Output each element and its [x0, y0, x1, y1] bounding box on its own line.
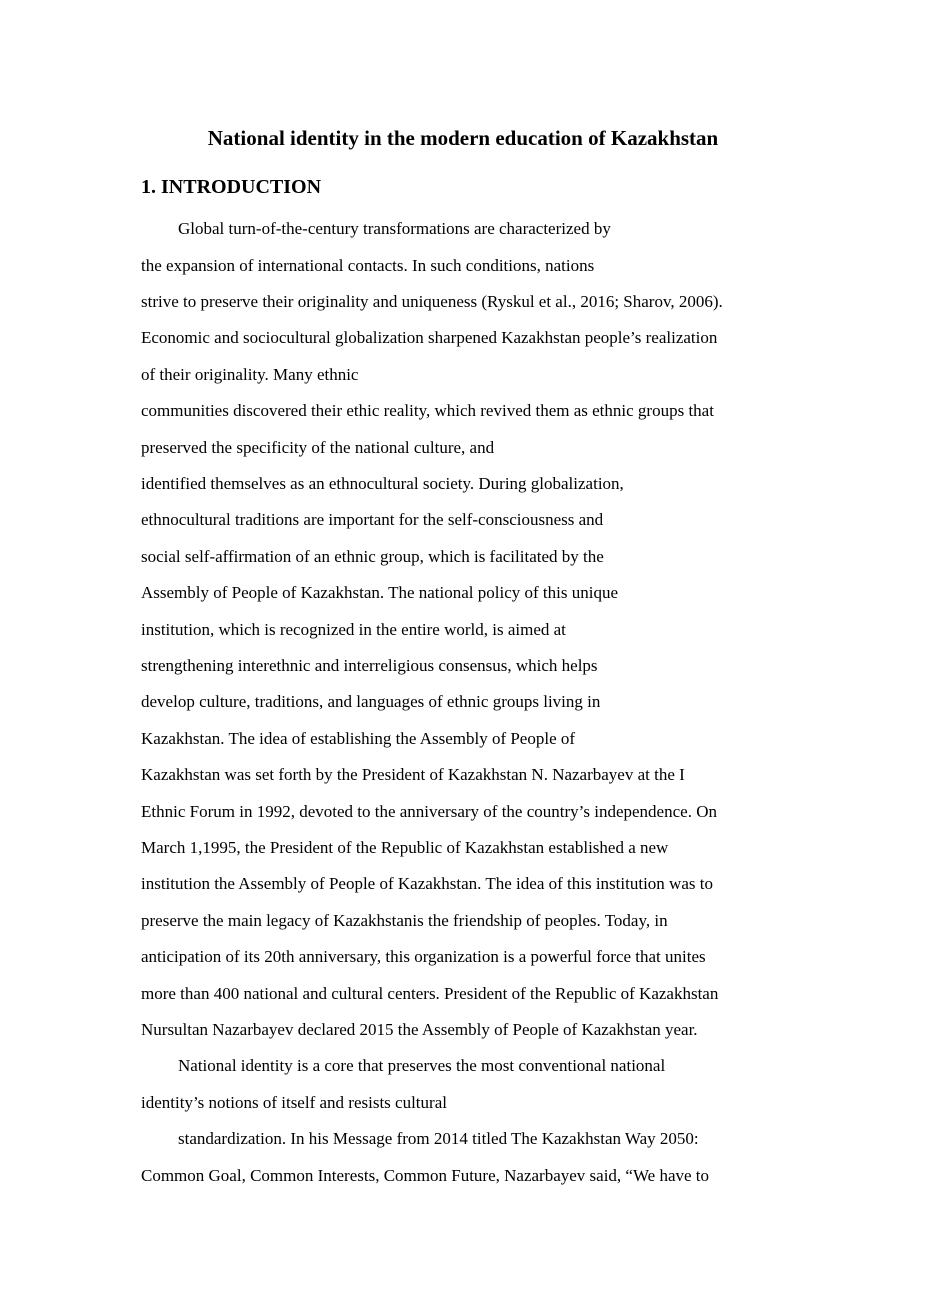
- text-line: institution the Assembly of People of Kazakhstan. The idea of this institution was to: [141, 874, 713, 893]
- text-line: identity’s notions of itself and resists cultural: [141, 1093, 447, 1112]
- text-line: Ethnic Forum in 1992, devoted to the anniversary of the country’s independence. On: [141, 802, 717, 821]
- section-heading-introduction: 1. INTRODUCTION: [141, 176, 322, 198]
- text-line: Economic and sociocultural globalization sharpened Kazakhstan people’s realization: [141, 328, 718, 347]
- text-line: preserve the main legacy of Kazakhstanis the friendship of peoples. Today, in: [141, 911, 668, 930]
- text-line: anticipation of its 20th anniversary, this organization is a powerful force that unites: [141, 947, 706, 966]
- text-line: ethnocultural traditions are important for the self-consciousness and: [141, 510, 604, 529]
- text-line: Nursultan Nazarbayev declared 2015 the Assembly of People of Kazakhstan year.: [141, 1020, 698, 1039]
- text-line: National identity is a core that preserves the most conventional national: [178, 1056, 666, 1075]
- text-line: March 1,1995, the President of the Republic of Kazakhstan established a new: [141, 838, 669, 857]
- text-line: of their originality. Many ethnic: [141, 365, 359, 384]
- text-line: more than 400 national and cultural centers. President of the Republic of Kazakhstan: [141, 984, 719, 1003]
- text-line: Kazakhstan. The idea of establishing the Assembly of People of: [141, 729, 576, 748]
- text-line: institution, which is recognized in the entire world, is aimed at: [141, 620, 566, 639]
- text-line: communities discovered their ethic reality, which revived them as ethnic groups that: [141, 401, 714, 420]
- text-line: Common Goal, Common Interests, Common Future, Nazarbayev said, “We have to: [141, 1166, 710, 1185]
- text-line: social self-affirmation of an ethnic group, which is facilitated by the: [141, 547, 604, 566]
- text-line: standardization. In his Message from 2014 titled The Kazakhstan Way 2050:: [178, 1129, 699, 1148]
- document-title: National identity in the modern education of Kazakhstan: [207, 126, 719, 150]
- text-line: strengthening interethnic and interreligious consensus, which helps: [141, 656, 598, 675]
- text-line: Assembly of People of Kazakhstan. The national policy of this unique: [141, 583, 619, 602]
- text-line: Kazakhstan was set forth by the President of Kazakhstan N. Nazarbayev at the I: [141, 765, 685, 784]
- text-line: preserved the specificity of the national culture, and: [141, 438, 495, 457]
- text-line: strive to preserve their originality and uniqueness (Ryskul et al., 2016; Sharov, 2006).: [141, 292, 723, 311]
- text-line: the expansion of international contacts. In such conditions, nations: [141, 256, 595, 275]
- text-line: develop culture, traditions, and languages of ethnic groups living in: [141, 692, 601, 711]
- text-line: identified themselves as an ethnocultural society. During globalization,: [141, 474, 624, 493]
- text-line: Global turn-of-the-century transformations are characterized by: [178, 219, 611, 238]
